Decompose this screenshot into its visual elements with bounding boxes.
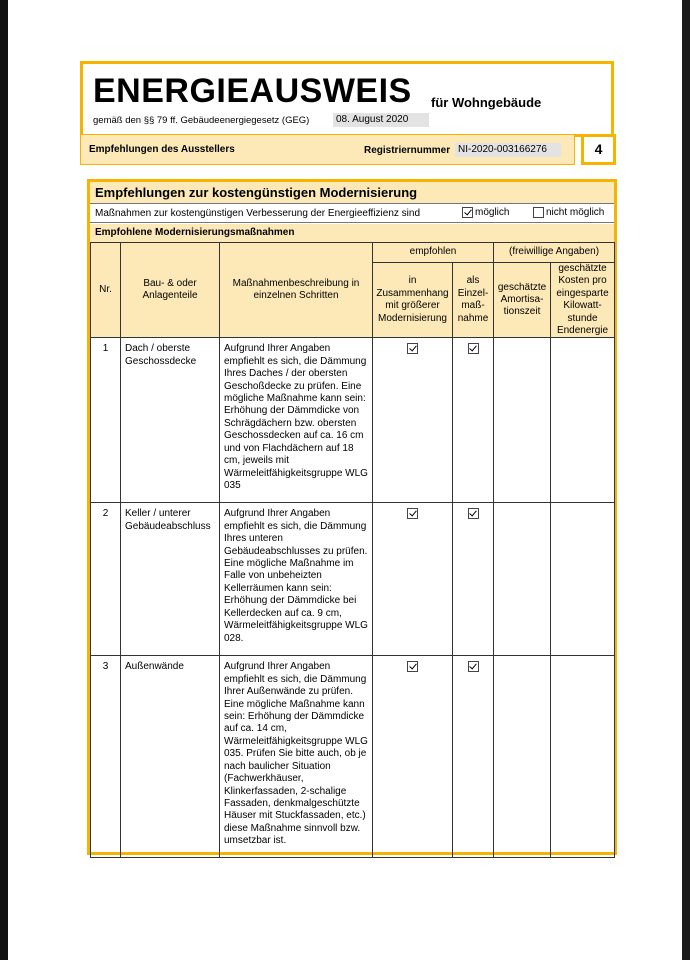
issue-date: 08. August 2020 (333, 113, 429, 127)
checkbox-single[interactable] (468, 508, 479, 519)
info-bar (80, 134, 575, 165)
document-subtitle: für Wohngebäude (431, 95, 542, 110)
section-title: Empfehlungen zur kostengünstigen Modernisierung (90, 182, 614, 203)
measures-text: Maßnahmen zur kostengünstigen Verbesserung der Energieeffizienz sind (95, 208, 421, 219)
registration-label: Registriernummer (364, 145, 451, 156)
recommendations-panel (87, 179, 617, 855)
checkbox-in-context[interactable] (407, 508, 418, 519)
option-not-possible[interactable] (533, 207, 604, 218)
header-nr: Nr. (91, 243, 121, 338)
header-part: Bau- & oder Anlagenteile (121, 243, 220, 338)
row-cost (551, 503, 615, 656)
page-number: 4 (581, 134, 616, 165)
section-label: Empfehlungen des Ausstellers (89, 144, 235, 155)
checkbox-in-context[interactable] (407, 661, 418, 672)
row-amortisation (494, 503, 551, 656)
header-in-context: in Zusammenhang mit größerer Modernisierung (373, 263, 453, 338)
row-description: Aufgrund Ihrer Angaben empfiehlt es sich, die Dämmung Ihres Daches / der obersten Geschoßdecke zu prüfen. Eine mögliche Maßnahme kann sein: Erhöhung der Dämmdicke von Schrägdächern bzw. obersten Geschossdecken auf ca. 16 cm und von Flachdächern auf 18 cm, jeweils mit Wärmeleitfähigkeitsgruppe WLG 035 (220, 338, 373, 503)
screen-edge (682, 0, 690, 960)
row-nr: 1 (91, 338, 121, 503)
row-part: Keller / unterer Gebäudeabschluss (121, 503, 220, 656)
measures-table (90, 242, 615, 858)
option-possible-label: möglich (475, 207, 510, 219)
table-row (91, 503, 615, 656)
row-nr: 3 (91, 656, 121, 858)
header-optional: (freiwillige Angaben) (494, 243, 615, 263)
table-subtitle: Empfohlene Modernisierungsmaßnahmen (90, 224, 614, 242)
row-description: Aufgrund Ihrer Angaben empfiehlt es sich, die Dämmung Ihrer Außenwände zu prüfen. Eine mögliche Maßnahme kann sein: Erhöhung der Dämmdicke auf ca. 14 cm, Wärmeleitfähigkeitsgruppe WLG 035. Prüfen Sie bitte auch, ob je nach baulicher Situation (Fachwerkhäuser, Klinkerfassaden, 2-schalige Fassaden, denkmalgeschützte Häuser mit Stuckfassaden, etc.) diese Maßnahme sinnvoll bzw. umsetzbar ist. (220, 656, 373, 858)
checkbox-in-context[interactable] (407, 343, 418, 354)
document-page (8, 0, 682, 960)
table-row (91, 656, 615, 858)
measures-row (90, 203, 614, 223)
row-amortisation (494, 338, 551, 503)
checkbox-possible[interactable] (462, 207, 473, 218)
row-part: Dach / oberste Geschossdecke (121, 338, 220, 503)
document-title: ENERGIEAUSWEIS (93, 72, 412, 110)
header-description: Maßnahmenbeschreibung in einzelnen Schritten (220, 243, 373, 338)
header-single: als Einzel-maß-nahme (453, 263, 494, 338)
checkbox-not-possible[interactable] (533, 207, 544, 218)
registration-number: NI-2020-003166276 (455, 143, 561, 157)
checkbox-single[interactable] (468, 343, 479, 354)
row-nr: 2 (91, 503, 121, 656)
header-cost: geschätzte Kosten pro eingesparte Kilowatt-stunde Endenergie (551, 263, 615, 338)
row-part: Außenwände (121, 656, 220, 858)
header-recommended: empfohlen (373, 243, 494, 263)
header-box (80, 61, 614, 137)
checkbox-single[interactable] (468, 661, 479, 672)
law-reference: gemäß den §§ 79 ff. Gebäudeenergiegesetz (GEG) (93, 115, 310, 126)
row-cost (551, 338, 615, 503)
table-row (91, 338, 615, 503)
row-description: Aufgrund Ihrer Angaben empfiehlt es sich, die Dämmung Ihres unteren Gebäudeabschlusses zu prüfen. Eine mögliche Maßnahme im Falle von unbeheizten Kellerräumen kann sein: Erhöhung der Dämmdicke bei Kellerdecken auf ca. 9 cm, Wärmeleitfähigkeitsgruppe WLG 028. (220, 503, 373, 656)
header-amortisation: geschätzte Amortisa-tionszeit (494, 263, 551, 338)
row-amortisation (494, 656, 551, 858)
option-possible[interactable] (462, 207, 509, 218)
option-not-possible-label: nicht möglich (546, 207, 605, 219)
row-cost (551, 656, 615, 858)
